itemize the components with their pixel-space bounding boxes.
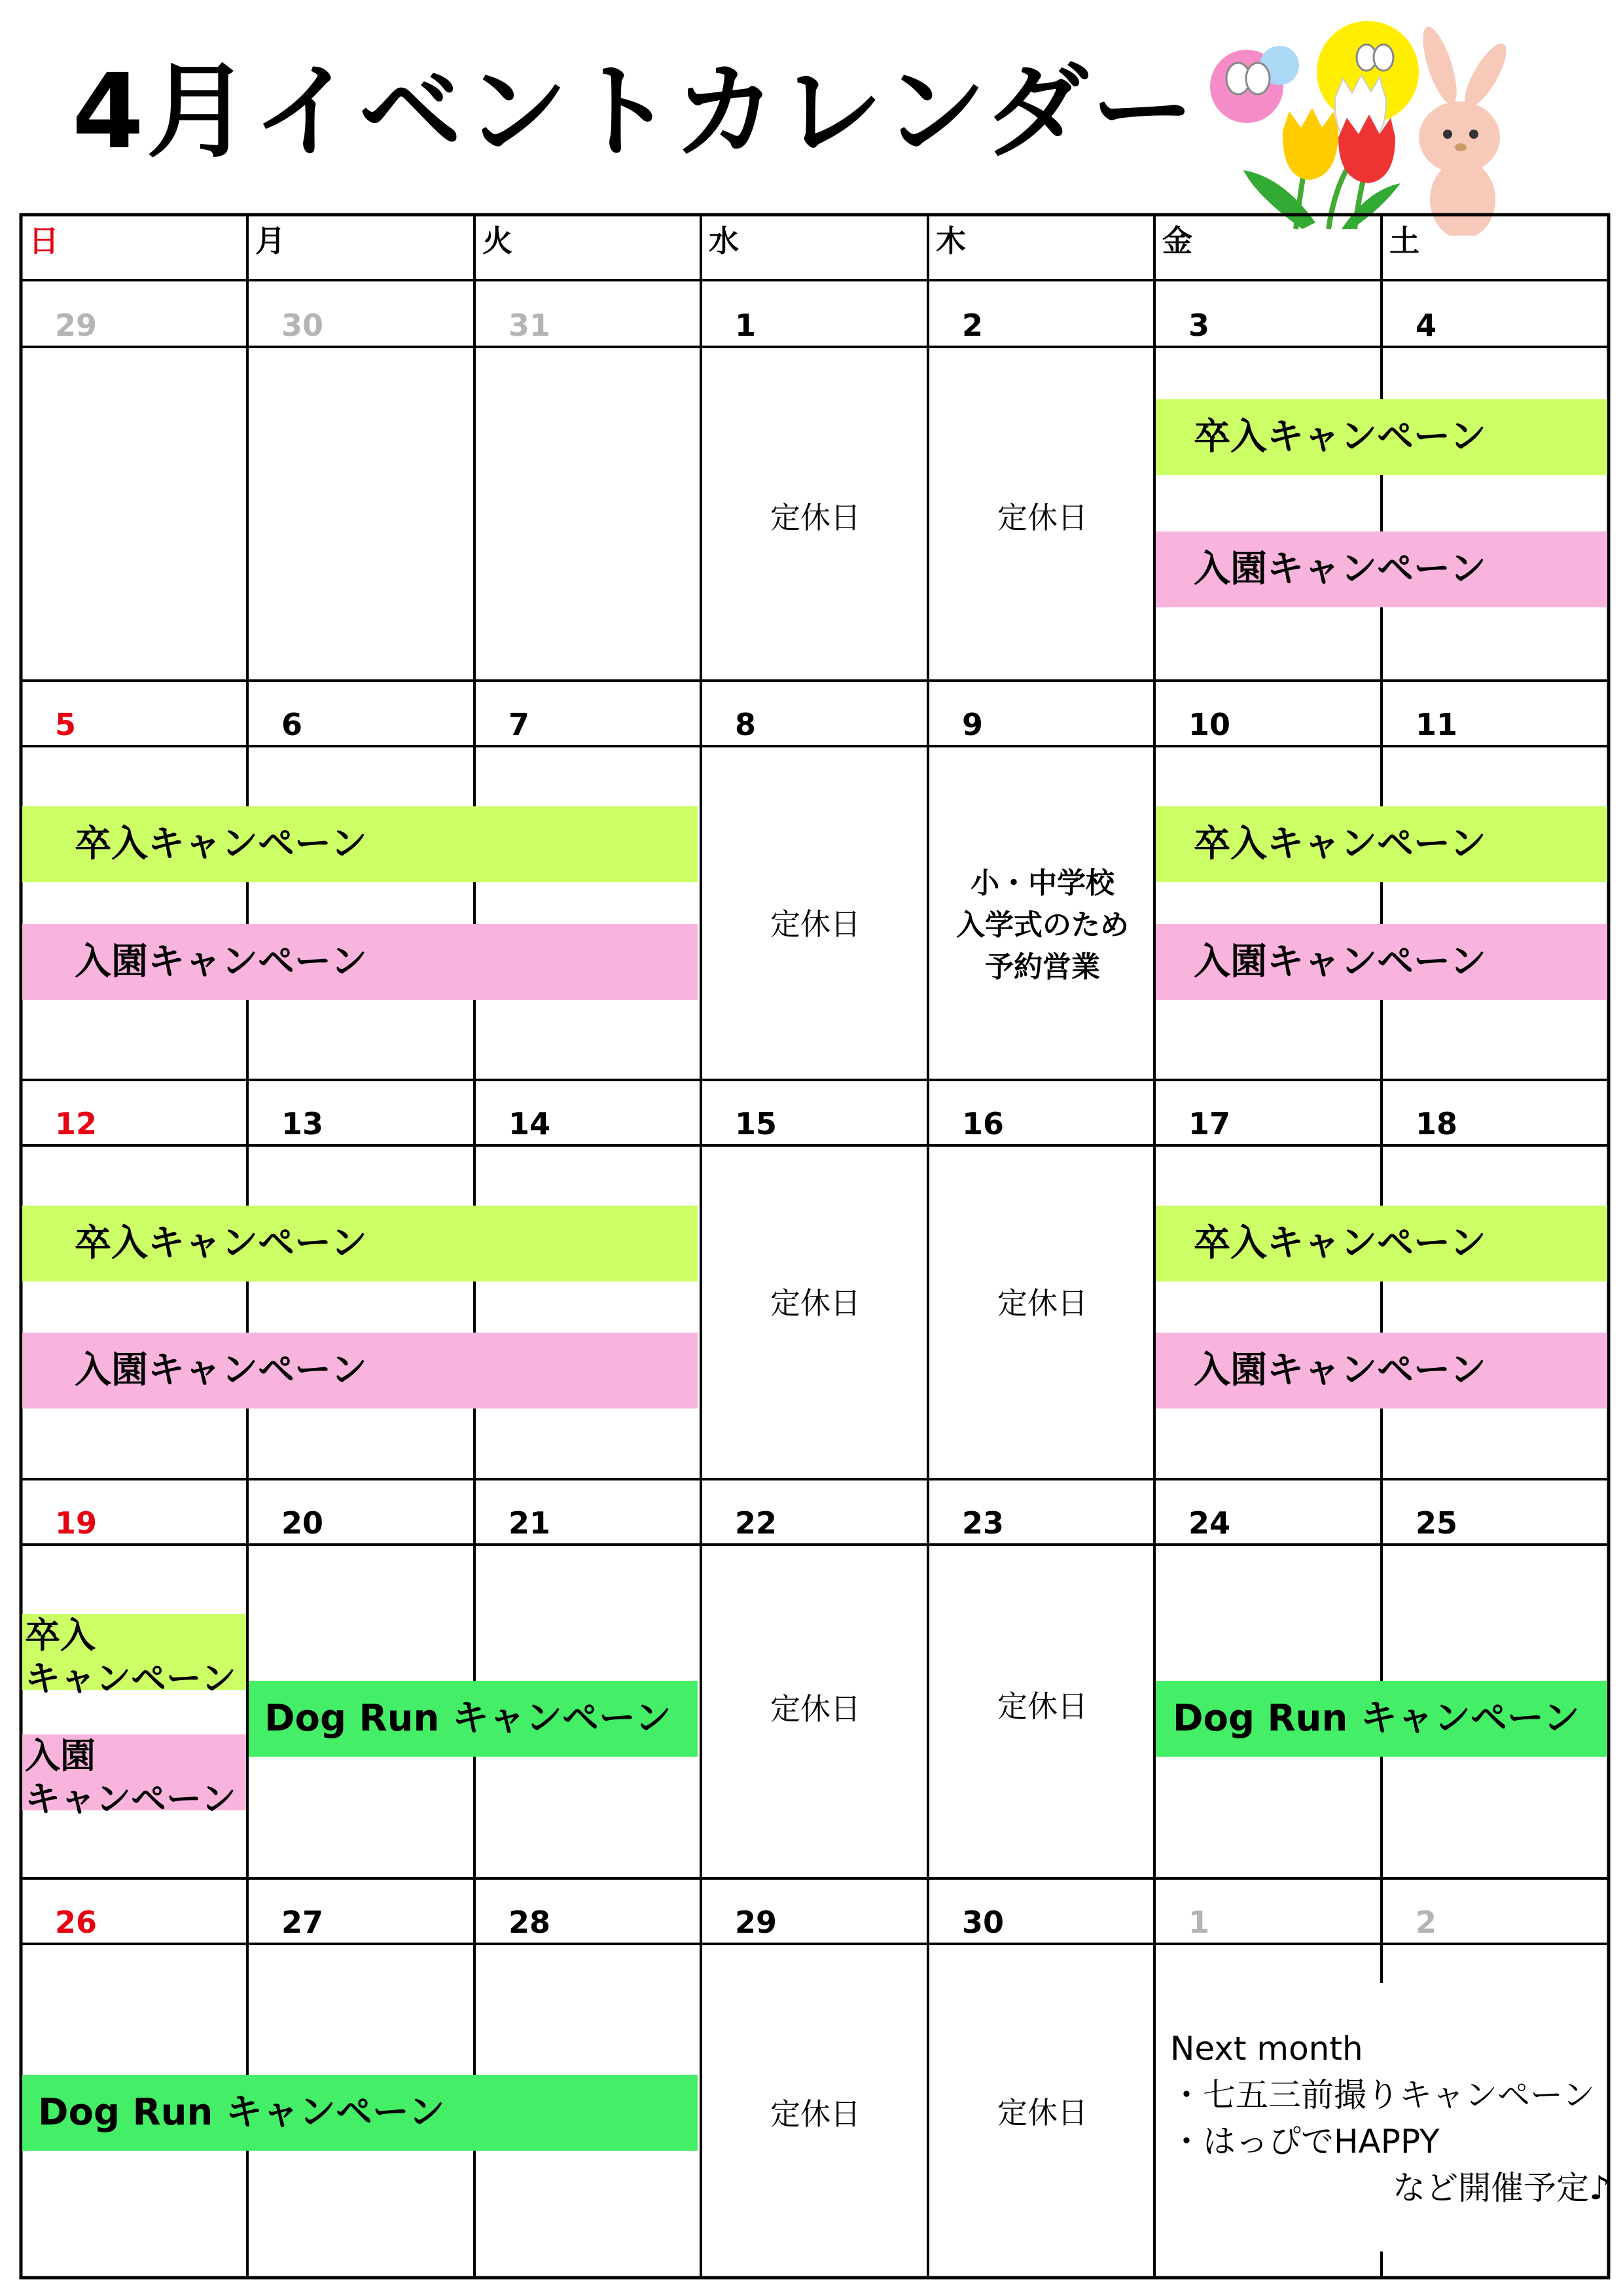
weekday-tue: 火	[482, 223, 512, 259]
date-number: 20	[281, 1505, 324, 1541]
date-number: 1	[735, 308, 757, 343]
date-number: 14	[508, 1106, 551, 1141]
nyuen-campaign-bar: 入園キャンペーン	[22, 1333, 698, 1408]
weekday-fri: 金	[1162, 223, 1192, 259]
date-number: 3	[1188, 308, 1210, 343]
date-number: 31	[508, 308, 551, 343]
entrance-ceremony-note	[929, 863, 1156, 988]
date-number: 24	[1188, 1505, 1231, 1541]
date-number: 26	[55, 1905, 98, 1940]
nyuen-campaign-bar: 入園キャンペーン	[1156, 924, 1607, 1000]
date-number: 18	[1416, 1106, 1458, 1141]
date-number: 25	[1416, 1505, 1458, 1541]
closed-day-label: 定休日	[997, 1689, 1088, 1724]
weekday-sat: 土	[1389, 223, 1419, 259]
sotsunyu-campaign-bar: 卒入キャンペーン	[22, 1206, 698, 1282]
date-number: 10	[1188, 707, 1231, 742]
dogrun-campaign-bar: Dog Run キャンペーン	[22, 2075, 698, 2151]
sotsunyu-campaign-bar: 卒入キャンペーン	[1156, 399, 1607, 475]
next-month-heading: Next month	[1170, 2030, 1363, 2068]
date-number: 19	[55, 1505, 98, 1541]
date-number: 23	[962, 1505, 1005, 1541]
date-number: 13	[281, 1106, 324, 1141]
nyuen-campaign-bar: 入園キャンペーン	[22, 924, 698, 1000]
page-title: 4月イベントカレンダー	[72, 52, 1197, 172]
date-number: 11	[1416, 707, 1458, 742]
bar-line: キャンペーン	[25, 1658, 236, 1699]
dogrun-campaign-bar: Dog Run キャンペーン	[249, 1681, 698, 1757]
date-number: 30	[281, 308, 324, 343]
closed-day-label: 定休日	[770, 1691, 861, 1727]
closed-day-label: 定休日	[770, 2096, 861, 2132]
note-line: 予約営業	[985, 950, 1100, 984]
date-number: 17	[1188, 1106, 1231, 1141]
nyuen-campaign-bar: 入園キャンペーン	[1156, 531, 1607, 607]
bar-line: キャンペーン	[25, 1778, 236, 1820]
closed-day-label: 定休日	[997, 500, 1088, 535]
bar-text	[25, 1614, 236, 1700]
date-number: 29	[735, 1905, 777, 1940]
dogrun-campaign-bar: Dog Run キャンペーン	[1156, 1681, 1607, 1757]
next-month-footer: など開催予定♪	[1393, 2169, 1610, 2207]
date-number: 15	[735, 1106, 777, 1141]
nyuen-campaign-bar	[22, 1734, 246, 1820]
bar-line: 卒入	[25, 1615, 96, 1656]
date-number: 27	[281, 1905, 324, 1940]
date-number: 8	[735, 707, 757, 742]
next-month-item: ・七五三前撮りキャンペーン	[1170, 2076, 1595, 2114]
date-number: 22	[735, 1505, 777, 1541]
weekday-sun: 日	[29, 223, 59, 259]
date-number: 29	[55, 308, 98, 343]
bar-text	[25, 1734, 236, 1821]
sotsunyu-campaign-bar: 卒入キャンペーン	[1156, 1206, 1607, 1282]
date-number: 28	[508, 1905, 551, 1940]
date-number: 5	[55, 707, 77, 742]
date-number: 2	[1416, 1905, 1437, 1940]
date-number: 9	[962, 707, 984, 742]
sotsunyu-campaign-bar: 卒入キャンペーン	[1156, 806, 1607, 882]
bar-line: 入園	[25, 1735, 96, 1776]
closed-day-label: 定休日	[997, 1285, 1088, 1321]
weekday-mon: 月	[255, 223, 285, 259]
note-line: 入学式のため	[956, 908, 1129, 942]
date-number: 16	[962, 1106, 1005, 1141]
next-month-notice	[1170, 2026, 1610, 2212]
weekday-thu: 木	[936, 223, 966, 259]
date-number: 30	[962, 1905, 1005, 1940]
date-number: 12	[55, 1106, 98, 1141]
weekday-wed: 水	[709, 223, 739, 259]
sotsunyu-campaign-bar	[22, 1614, 246, 1699]
date-number: 4	[1416, 308, 1437, 343]
closed-day-label: 定休日	[997, 2095, 1088, 2130]
closed-day-label: 定休日	[770, 906, 861, 942]
date-number: 6	[281, 707, 303, 742]
date-number: 21	[508, 1505, 551, 1541]
date-number: 2	[962, 308, 984, 343]
closed-day-label: 定休日	[770, 500, 861, 535]
closed-day-label: 定休日	[770, 1285, 861, 1321]
note-line: 小・中学校	[971, 867, 1115, 900]
sotsunyu-campaign-bar: 卒入キャンペーン	[22, 806, 698, 882]
date-number: 7	[508, 707, 530, 742]
next-month-item: ・はっぴでHAPPY	[1170, 2123, 1440, 2161]
nyuen-campaign-bar: 入園キャンペーン	[1156, 1333, 1607, 1408]
date-number: 1	[1188, 1905, 1210, 1940]
